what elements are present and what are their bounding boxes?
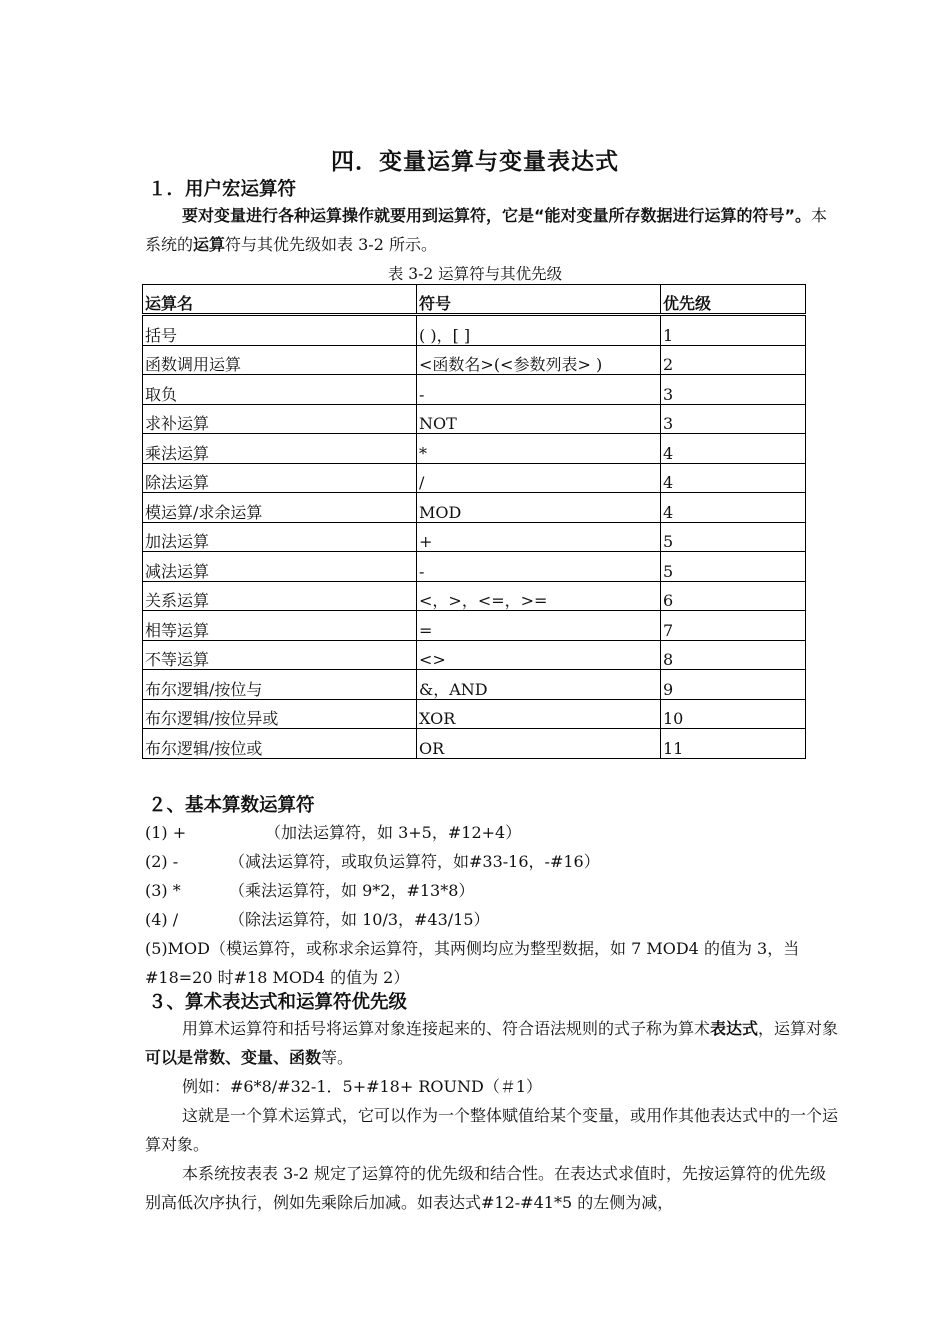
s3-text-e: 等。 <box>321 1048 354 1067</box>
section3-heading: ３、算术表达式和运算符优先级 <box>148 992 408 1013</box>
cell-operator-name: 布尔逻辑/按位与 <box>143 670 417 700</box>
section3-paragraph-3: 本系统按表表 3-2 规定了运算符的优先级和结合性。在表达式求值时，先按运算符的优先级别高低次序执行，例如先乘除后加减。如表达式#12-#41*5 的左侧为减， <box>145 1164 826 1212</box>
cell-priority: 11 <box>661 729 806 759</box>
operator-table <box>142 284 806 759</box>
cell-operator-name: 不等运算 <box>143 640 417 670</box>
s3-bold-b: 表达式 <box>710 1019 759 1038</box>
cell-priority: 10 <box>661 699 806 729</box>
cell-priority: 4 <box>661 493 806 523</box>
table-row <box>143 434 806 464</box>
section3-paragraph-2: 这就是一个算术运算式，它可以作为一个整体赋值给某个变量，或用作其他表达式中的一个运算对象。 <box>145 1106 839 1154</box>
cell-symbol: <函数名>(<参数列表> ) <box>417 345 661 375</box>
cell-priority: 6 <box>661 581 806 611</box>
cell-operator-name: 布尔逻辑/按位或 <box>143 729 417 759</box>
item-code: (3) * <box>145 881 181 900</box>
section1-text-c: 符与其优先级如表 3-2 所示。 <box>225 235 437 254</box>
table-header-row <box>143 285 806 315</box>
cell-symbol: = <box>417 611 661 641</box>
cell-symbol: * <box>417 434 661 464</box>
cell-symbol: &，AND <box>417 670 661 700</box>
cell-priority: 4 <box>661 463 806 493</box>
cell-operator-name: 关系运算 <box>143 581 417 611</box>
cell-priority: 2 <box>661 345 806 375</box>
list-item <box>145 847 840 876</box>
section3-example: 例如：#6*8/#32-1．5+#18+ ROUND（＃1） <box>182 1077 543 1096</box>
cell-priority: 3 <box>661 404 806 434</box>
cell-operator-name: 乘法运算 <box>143 434 417 464</box>
table-row <box>143 404 806 434</box>
cell-symbol: OR <box>417 729 661 759</box>
cell-symbol: - <box>417 552 661 582</box>
section1-heading: １．用户宏运算符 <box>148 179 297 200</box>
cell-operator-name: 减法运算 <box>143 552 417 582</box>
cell-operator-name: 括号 <box>143 315 417 346</box>
cell-symbol: NOT <box>417 404 661 434</box>
cell-symbol: + <box>417 522 661 552</box>
cell-operator-name: 布尔逻辑/按位异或 <box>143 699 417 729</box>
page-title: 四．变量运算与变量表达式 <box>331 149 619 175</box>
item-code: (4) / <box>145 910 179 929</box>
list-item <box>145 876 840 905</box>
table-row <box>143 611 806 641</box>
section1-bold-text: 要对变量进行各种运算操作就要用到运算符，它是“能对变量所存数据进行运算的符号”。 <box>182 206 812 225</box>
table-row <box>143 345 806 375</box>
cell-symbol: <> <box>417 640 661 670</box>
cell-symbol: MOD <box>417 493 661 523</box>
section1-bold-b: 运算 <box>193 235 226 254</box>
cell-operator-name: 取负 <box>143 375 417 405</box>
cell-symbol: XOR <box>417 699 661 729</box>
cell-operator-name: 函数调用运算 <box>143 345 417 375</box>
section3-paragraph-1 <box>145 1014 840 1072</box>
item-desc: （加法运算符，如 3+5，#12+4） <box>265 823 522 842</box>
header-symbol: 符号 <box>417 285 661 315</box>
s3-bold-d: 可以是常数、变量、函数 <box>145 1048 322 1067</box>
list-item: (5)MOD（模运算符，或称求余运算符，其两侧均应为整型数据，如 7 MOD4 的值为 3，当#18=20 时#18 MOD4 的值为 2） <box>145 939 800 987</box>
cell-symbol: <，>，<=，>= <box>417 581 661 611</box>
item-desc: （乘法运算符，如 9*2，#13*8） <box>229 881 475 900</box>
item-desc: （除法运算符，如 10/3，#43/15） <box>229 910 490 929</box>
cell-priority: 1 <box>661 315 806 346</box>
header-operator-name: 运算名 <box>143 285 417 315</box>
table-row <box>143 640 806 670</box>
item-code: (2) - <box>145 852 179 871</box>
s3-text-c: ，运算对象 <box>758 1019 839 1038</box>
cell-operator-name: 相等运算 <box>143 611 417 641</box>
cell-symbol: - <box>417 375 661 405</box>
s3-text-a: 用算术运算符和括号将运算对象连接起来的、符合语法规则的式子称为算术 <box>182 1019 711 1038</box>
cell-operator-name: 除法运算 <box>143 463 417 493</box>
cell-priority: 9 <box>661 670 806 700</box>
table-caption: 表 3-2 运算符与其优先级 <box>387 265 563 283</box>
cell-operator-name: 求补运算 <box>143 404 417 434</box>
table-row <box>143 522 806 552</box>
cell-symbol: / <box>417 463 661 493</box>
table-row <box>143 375 806 405</box>
cell-priority: 5 <box>661 552 806 582</box>
cell-priority: 8 <box>661 640 806 670</box>
item-code: (1) + <box>145 823 187 842</box>
list-item <box>145 818 840 847</box>
table-row <box>143 493 806 523</box>
item-desc: （减法运算符，或取负运算符，如#33-16，-#16） <box>229 852 600 871</box>
section1-paragraph <box>145 201 840 259</box>
list-item <box>145 905 840 934</box>
cell-operator-name: 模运算/求余运算 <box>143 493 417 523</box>
header-priority: 优先级 <box>661 285 806 315</box>
table-row <box>143 552 806 582</box>
section2-heading: ２、基本算数运算符 <box>148 795 315 816</box>
table-row <box>143 729 806 759</box>
section1-text-a: 本系统的 <box>145 206 828 254</box>
cell-priority: 4 <box>661 434 806 464</box>
cell-priority: 5 <box>661 522 806 552</box>
table-row <box>143 315 806 346</box>
table-row <box>143 670 806 700</box>
table-body <box>143 315 806 759</box>
cell-operator-name: 加法运算 <box>143 522 417 552</box>
table-row <box>143 699 806 729</box>
cell-priority: 3 <box>661 375 806 405</box>
cell-symbol: ( )，[ ] <box>417 315 661 346</box>
table-row <box>143 581 806 611</box>
cell-priority: 7 <box>661 611 806 641</box>
arith-operator-list <box>145 818 840 992</box>
table-row <box>143 463 806 493</box>
